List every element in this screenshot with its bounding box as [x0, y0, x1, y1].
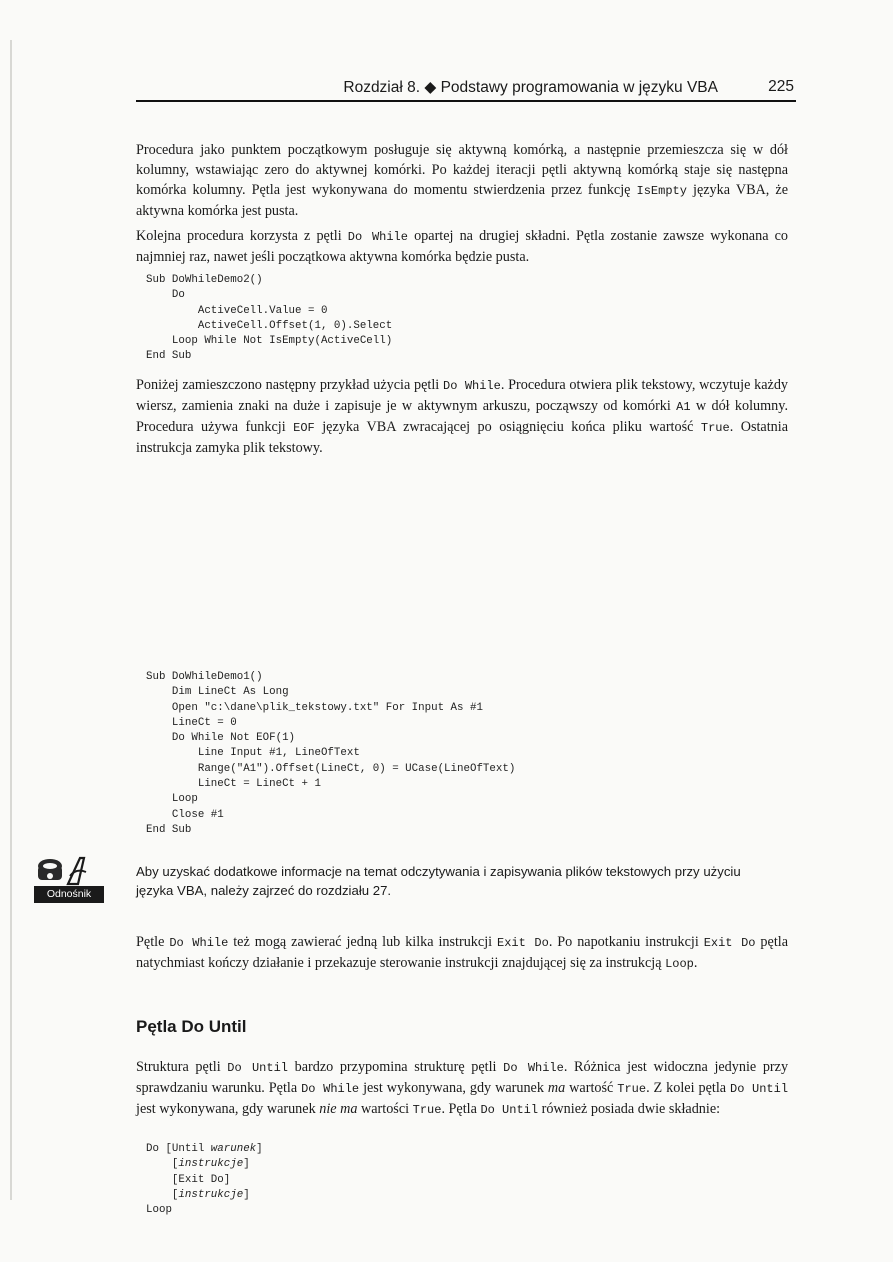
header-title: Rozdział 8. ◆ Podstawy programowania w języku VBA	[343, 79, 718, 96]
section-heading: Pętla Do Until	[136, 1017, 247, 1036]
code-block-do-until-syntax: Do [Until warunek] [instrukcje] [Exit Do] [instrukcje] Loop	[146, 1143, 263, 1217]
paragraph-4: Pętle Do While też mogą zawierać jedną lub kilka instrukcji Exit Do. Po napotkaniu instrukcji Exit Do pętla natychmiast kończy działanie i przekazuje sterowanie instrukcji znajdującej się za instrukcją Loop.	[136, 934, 789, 971]
cross-reference-icon	[34, 854, 104, 888]
code-block-dowhiledemo1: Sub DoWhileDemo1() Dim LineCt As Long Open "c:\dane\plik_tekstowy.txt" For Input As #1 LineCt = 0 Do While Not EOF(1) Line Input #1, LineOfText Range("A1").Offset(LineCt, 0) = UCase(LineOfText) LineCt = LineCt + 1 Loop Close #1 End Sub	[146, 671, 516, 836]
page-edge	[10, 40, 12, 1200]
paragraph-3: Poniżej zamieszczono następny przykład użycia pętli Do While. Procedura otwiera plik tekstowy, wczytuje każdy wiersz, zamienia znaki na duże i zapisuje je w aktywnym arkuszu, począwszy od komórki A1 w dół kolumny. Procedura używa funkcji EOF języka VBA zwracającej po osiągnięciu końca pliku wartość True. Ostatnia instrukcja zamyka plik tekstowy.	[136, 377, 789, 456]
running-header	[136, 74, 796, 102]
paragraph-2: Kolejna procedura korzysta z pętli Do While opartej na drugiej składni. Pętla zostanie zawsze wykonana co najmniej raz, nawet jeśli początkowa aktywna komórka będzie pusta.	[136, 228, 789, 265]
page-number: 225	[768, 78, 794, 95]
reference-note-text: Aby uzyskać dodatkowe informacje na temat odczytywania i zapisywania plików tekstowych przy użyciu języka VBA, należy zajrzeć do rozdziału 27.	[136, 864, 741, 898]
code-block-dowhiledemo2: Sub DoWhileDemo2() Do ActiveCell.Value = 0 ActiveCell.Offset(1, 0).Select Loop While Not IsEmpty(ActiveCell) End Sub	[146, 274, 393, 363]
paragraph-5: Struktura pętli Do Until bardzo przypomina strukturę pętli Do While. Różnica jest widoczna jedynie przy sprawdzaniu warunku. Pętla Do While jest wykonywana, gdy warunek ma wartość True. Z kolei pętla Do Until jest wykonywana, gdy warunek nie ma wartości True. Pętla Do Until również posiada dwie składnie:	[136, 1059, 789, 1117]
paragraph-1: Procedura jako punktem początkowym posługuje się aktywną komórką, a następnie przemieszcza się w dół kolumny, wstawiając zero do aktywnej komórki. Po każdej iteracji pętli aktywną komórką staje się następna komórka kolumny. Pętla jest wykonywana do momentu stwierdzenia przez funkcję IsEmpty języka VBA, że aktywna komórka jest pusta.	[136, 142, 788, 219]
reference-note-label: Odnośnik	[34, 886, 104, 903]
